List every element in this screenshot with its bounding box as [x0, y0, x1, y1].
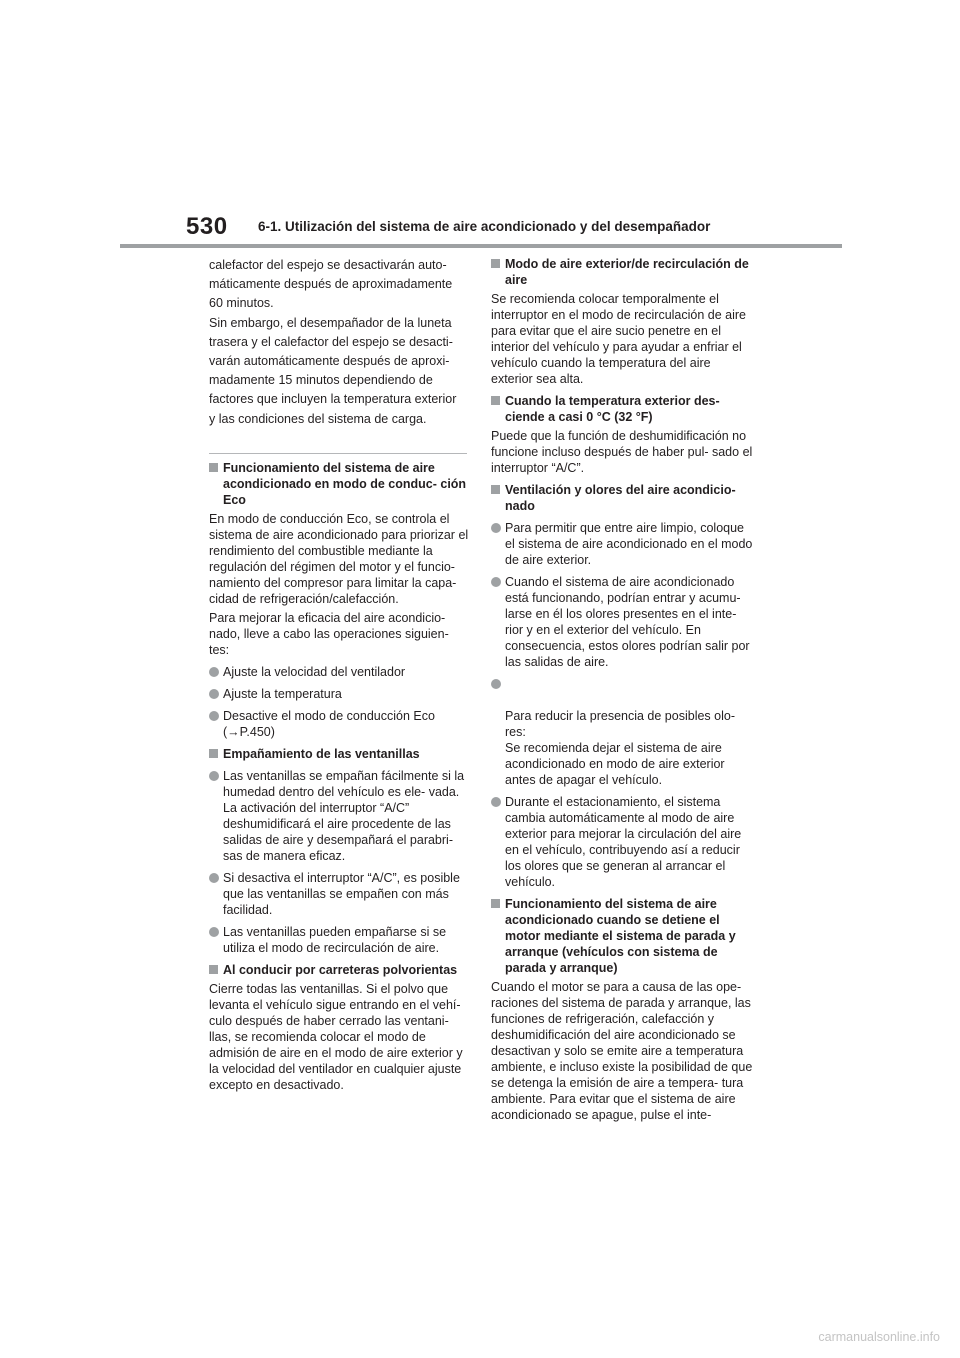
cold-paragraph: Puede que la función de deshumidificación no funcione incluso después de haber pul- sado el interruptor “A/C”. [491, 429, 753, 475]
section-divider [209, 453, 467, 454]
intro-line: máticamente después de aproximadamente [209, 277, 453, 292]
intro-line: factores que incluyen la temperatura exterior [209, 392, 457, 407]
circle-bullet-icon [491, 577, 501, 587]
watermark: carmanualsonline.info [818, 1330, 940, 1344]
circle-bullet-icon [491, 523, 501, 533]
list-item: Las ventanillas se empañan fácilmente si la humedad dentro del vehículo es ele- vada. La activación del interruptor “A/C” deshumidificará el aire procedente de las salidas de aire y desempañará el parabri- sas de manera eficaz. [209, 768, 469, 864]
intro-line: Sin embargo, el desempañador de la luneta [209, 315, 452, 330]
stop-start-paragraph: Cuando el motor se para a causa de las ope- raciones del sistema de parada y arranque, las funciones de refrigeración, calefacción y deshumidificación del aire acondicionado se desactivan y solo se emite aire a temperatura ambiente, e incluso existe la posibilidad de que se detenga la emisión de aire a tempera- tura ambiente. Para evitar que el sistema de aire acondicionado se apague, pulse el inte- [491, 980, 753, 1122]
intro-line: y las condiciones del sistema de carga. [209, 411, 427, 426]
circle-bullet-icon [209, 711, 219, 721]
heading-ventilation-odors: Ventilación y olores del aire acondicio- nado [491, 482, 753, 514]
circle-bullet-icon [209, 927, 219, 937]
left-column [209, 256, 469, 1093]
page-number: 530 [186, 213, 228, 240]
circle-bullet-icon [209, 689, 219, 699]
intro-line: trasera y el calefactor del espejo se desacti- [209, 334, 453, 349]
section-title: 6-1. Utilización del sistema de aire acondicionado y del desempañador [258, 219, 711, 234]
intro-line: madamente 15 minutos dependiendo de [209, 373, 433, 388]
intro-text [209, 256, 469, 429]
heading-stop-start: Funcionamiento del sistema de aire acondicionado cuando se detiene el motor mediante el sistema de parada y arranque (vehículos con sistema de parada y arranque) [491, 896, 753, 976]
heading-window-fogging: Empañamiento de las ventanillas [209, 746, 469, 762]
list-item: Ajuste la velocidad del ventilador [209, 664, 469, 680]
circle-bullet-icon [491, 797, 501, 807]
circle-bullet-icon [209, 771, 219, 781]
list-item: Cuando el sistema de aire acondicionado está funcionando, podrían entrar y acumu- larse en él los olores presentes en el inte- rior y en el exterior del vehículo. En consecuencia, estos olores podrían salir por las salidas de aire. [491, 574, 753, 670]
list-item: Las ventanillas pueden empañarse si se utiliza el modo de recirculación de aire. [209, 924, 469, 956]
dusty-paragraph: Cierre todas las ventanillas. Si el polvo que levanta el vehículo sigue entrando en el vehí- culo después de haber cerrado las ventani- llas, se recomienda colocar el modo de admisión de aire en el modo de aire exterior y la velocidad del ventilador en cualquier ajuste excepto en desactivado. [209, 981, 463, 1092]
heading-air-mode: Modo de aire exterior/de recirculación de aire [491, 256, 753, 288]
square-bullet-icon [491, 899, 500, 908]
square-bullet-icon [209, 463, 218, 472]
square-bullet-icon [491, 396, 500, 405]
air-mode-paragraph: Se recomienda colocar temporalmente el interruptor en el modo de recirculación de aire para evitar que el aire sucio penetre en el interior del vehículo y para ayudar a enfriar el vehículo cuando la temperatura del aire exterior sea alta. [491, 292, 746, 386]
list-item: Durante el estacionamiento, el sistema cambia automáticamente al modo de aire exterior para mejorar la circulación del aire en el vehículo, contribuyendo así a reducir los olores que se generan al arrancar el vehículo. [491, 794, 753, 890]
heading-eco-mode: Funcionamiento del sistema de aire acondicionado en modo de conduc- ción Eco [209, 460, 469, 508]
square-bullet-icon [209, 749, 218, 758]
square-bullet-icon [491, 259, 500, 268]
intro-line: varán automáticamente después de aproxi- [209, 354, 450, 369]
square-bullet-icon [209, 965, 218, 974]
list-item: Ajuste la temperatura [209, 686, 469, 702]
right-column [491, 256, 753, 1123]
square-bullet-icon [491, 485, 500, 494]
circle-bullet-icon [209, 667, 219, 677]
eco-paragraph: En modo de conducción Eco, se controla el sistema de aire acondicionado para priorizar el rendimiento del combustible mediante la regulación del régimen del motor y el funcio- namiento del compresor para limitar la capa- cidad de refrigeración/calefacción. [209, 511, 469, 606]
intro-line: 60 minutos. [209, 296, 274, 311]
circle-bullet-icon [209, 873, 219, 883]
list-item: Desactive el modo de conducción Eco (→P.450) [209, 708, 469, 740]
intro-line: calefactor del espejo se desactivarán auto- [209, 258, 447, 272]
list-item: Para permitir que entre aire limpio, coloque el sistema de aire acondicionado en el modo de aire exterior. [491, 520, 753, 568]
heading-cold-temperature: Cuando la temperatura exterior des- ciende a casi 0 °C (32 °F) [491, 393, 753, 425]
eco-paragraph: Para mejorar la eficacia del aire acondicio- nado, lleve a cabo las operaciones siguien- tes: [209, 610, 449, 657]
list-item: Para reducir la presencia de posibles olo- res: Se recomienda dejar el sistema de aire acondicionado en modo de aire exterior antes de apagar el vehículo. [491, 676, 753, 788]
circle-bullet-icon [491, 679, 501, 689]
header-rule [120, 244, 842, 248]
list-item: Si desactiva el interruptor “A/C”, es posible que las ventanillas se empañen con más facilidad. [209, 870, 469, 918]
heading-dusty-roads: Al conducir por carreteras polvorientas [209, 962, 469, 978]
